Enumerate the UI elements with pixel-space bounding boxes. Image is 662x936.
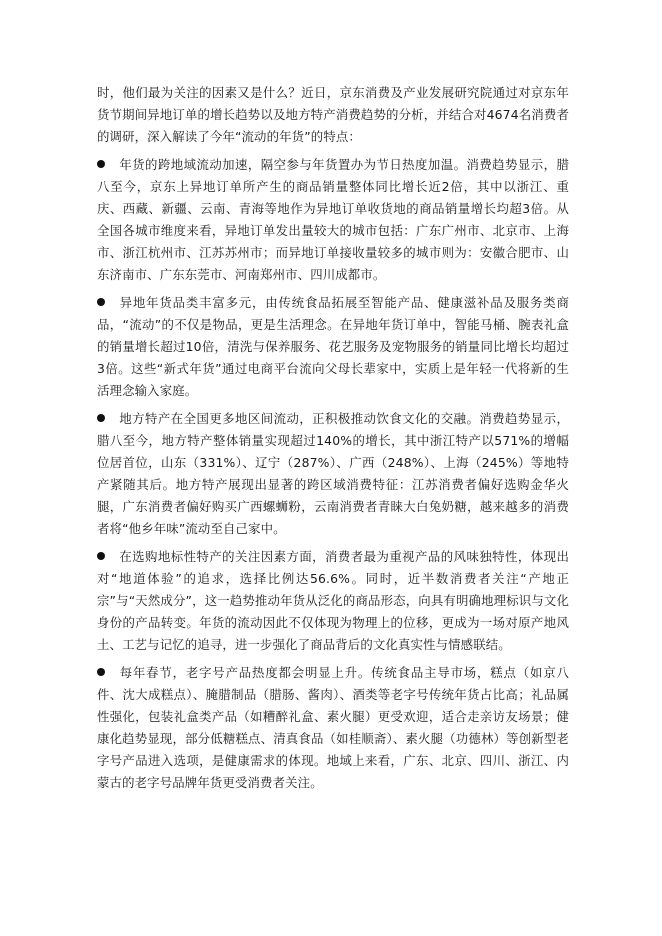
bullet-text: 在选购地标性特产的关注因素方面，消费者最为重视产品的风味独特性，体现出对“地道体验”的追求，选择比例达56.6%。同时，近半数消费者关注“产地正宗”与“天然成分”，这一趋势推动年货从泛化的商品形态，向具有明确地理标识与文化身份的产品转变。年货的流动因此不仅体现为物理上的位移，更成为一场对原产地风土、工艺与记忆的追寻，进一步强化了商品背后的文化真实性与情感联结。 — [97, 549, 569, 652]
intro-paragraph: 时，他们最为关注的因素又是什么？近日，京东消费及产业发展研究院通过对京东年货节期间异地订单的增长趋势以及地方特产消费趋势的分析，并结合对4674名消费者的调研，深入解读了今年“流动的年货”的特点： — [97, 85, 569, 144]
bullet-item — [97, 292, 569, 402]
bullet-text: 地方特产在全国更多地区间流动，正积极推动饮食文化的交融。消费趋势显示，腊八至今，地方特产整体销量实现超过140%的增长，其中浙江特产以571%的增幅位居首位，山东（331%）、辽宁（287%）、广西（248%）、上海（245%）等地特产紧随其后。地方特产展现出显著的跨区域消费特征：江苏消费者偏好选购金华火腿，广东消费者偏好购买广西螺蛳粉，云南消费者青睐大白兔奶糖，越来越多的消费者将“他乡年味”流动至自己家中。 — [97, 411, 569, 536]
bullet-text: 每年春节，老字号产品热度都会明显上升。传统食品主导市场，糕点（如京八件、沈大成糕点）、腌腊制品（腊肠、酱肉）、酒类等老字号传统年货占比高；礼品属性强化，包装礼盒类产品（如糟醉礼盒、素火腿）更受欢迎，适合走亲访友场景；健康化趋势显现，部分低糖糕点、清真食品（如桂顺斋）、素火腿（功德林）等创新型老字号产品进入选项，是健康需求的体现。地域上来看，广东、北京、四川、浙江、内蒙古的老字号品牌年货更受消费者关注。 — [97, 665, 569, 790]
bullet-text: 年货的跨地域流动加速，隔空参与年货置办为节日热度加温。消费趋势显示，腊八至今，京东上异地订单所产生的商品销量整体同比增长近2倍，其中以浙江、重庆、西藏、新疆、云南、青海等地作为异地订单收货地的商品销量增长均超3倍。从全国各城市维度来看，异地订单发出量较大的城市包括：广东广州市、北京市、上海市、浙江杭州市、江苏苏州市；而异地订单接收量较多的城市则为：安徽合肥市、山东济南市、广东东莞市、河南郑州市、四川成都市。 — [97, 157, 569, 282]
bullet-dot-icon — [97, 298, 105, 306]
bullet-text: 异地年货品类丰富多元，由传统食品拓展至智能产品、健康滋补品及服务类商品，“流动”的不仅是物品，更是生活理念。在异地年货订单中，智能马桶、腕表礼盒的销量增长超过10倍，清洗与保养服务、花艺服务及宠物服务的销量同比增长均超过3倍。这些“新式年货”通过电商平台流向父母长辈家中，实质上是年轻一代将新的生活理念输入家庭。 — [97, 295, 569, 398]
bullet-dot-icon — [97, 160, 105, 168]
bullet-item — [97, 662, 569, 794]
bullet-item — [97, 408, 569, 540]
document-page — [97, 82, 569, 800]
bullet-dot-icon — [97, 552, 105, 560]
bullet-dot-icon — [97, 414, 105, 422]
bullet-item — [97, 546, 569, 656]
bullet-dot-icon — [97, 668, 105, 676]
bullet-item — [97, 154, 569, 286]
